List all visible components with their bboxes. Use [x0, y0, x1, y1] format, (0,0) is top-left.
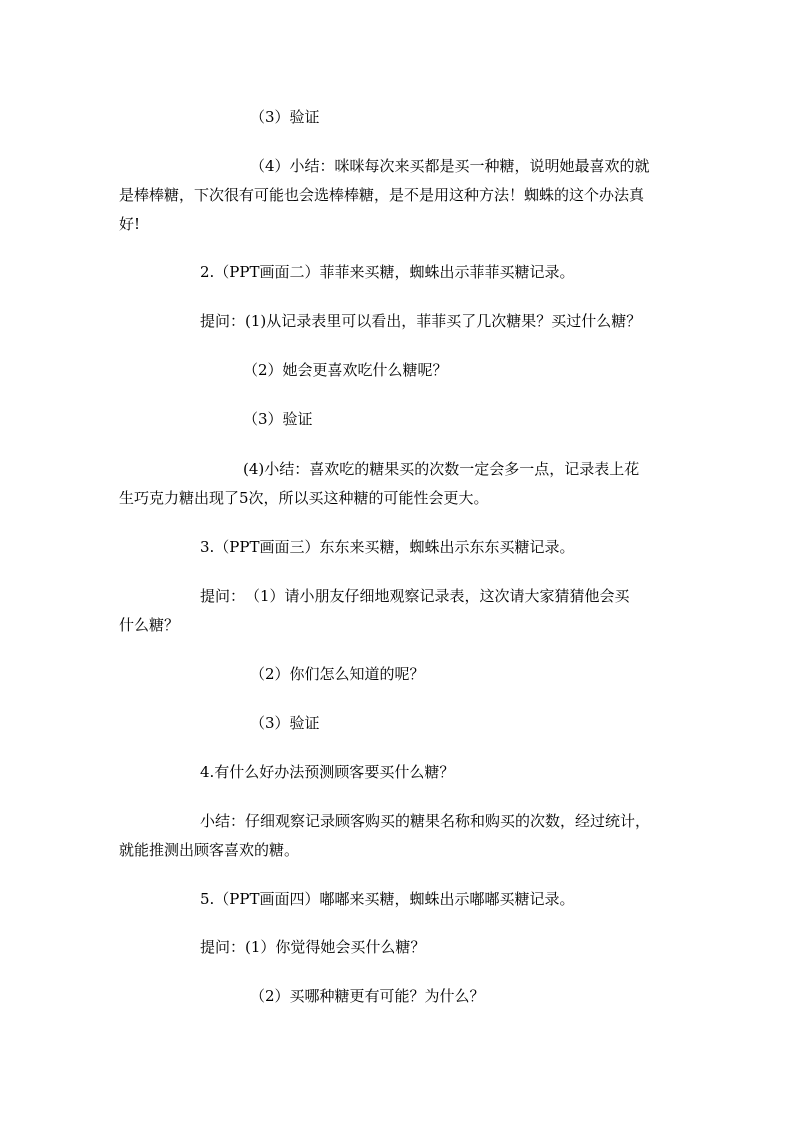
step-2-3-verify: （3）验证 [243, 410, 313, 428]
step-3-3-verify: （3）验证 [250, 714, 320, 732]
summary-1-line-1: （4）小结：咪咪每次来买都是买一种糖，说明她最喜欢的就 [250, 157, 650, 175]
question-2-2: （2）她会更喜欢吃什么糖呢？ [243, 361, 448, 379]
summary-2-line-1: (4)小结：喜欢吃的糖果买的次数一定会多一点，记录表上花 [243, 460, 640, 478]
step-3-verify: （3）验证 [250, 108, 320, 126]
question-5-2: （2）买哪种糖更有可能？为什么？ [250, 987, 485, 1005]
summary-4-line-1: 小结：仔细观察记录顾客购买的糖果名称和购买的次数，经过统计， [200, 812, 651, 830]
summary-1-line-2: 是棒棒糖，下次很有可能也会选棒棒糖，是不是用这种方法！蜘蛛的这个办法真 [119, 186, 645, 204]
question-5-1: 提问：(1）你觉得她会买什么糖？ [200, 938, 426, 956]
summary-1-line-3: 好! [119, 215, 141, 233]
section-3-heading: 3.（PPT画面三）东东来买糖，蜘蛛出示东东买糖记录。 [200, 538, 575, 556]
summary-2-line-2: 生巧克力糖出现了5次，所以买这种糖的可能性会更大。 [119, 489, 489, 507]
summary-4-line-2: 就能推测出顾客喜欢的糖。 [119, 841, 300, 859]
section-4-heading: 4.有什么好办法预测顾客要买什么糖？ [200, 763, 455, 781]
section-5-heading: 5.（PPT画面四）嘟嘟来买糖，蜘蛛出示嘟嘟买糖记录。 [200, 890, 575, 908]
question-3-1-line-2: 什么糖？ [119, 616, 180, 634]
section-2-heading: 2.（PPT画面二）菲菲来买糖，蜘蛛出示菲菲买糖记录。 [200, 263, 575, 281]
question-3-1-line-1: 提问： （1）请小朋友仔细地观察记录表，这次请大家猜猜他会买 [200, 587, 630, 605]
question-3-2: （2）你们怎么知道的呢？ [250, 665, 425, 683]
question-2-1: 提问：(1)从记录表里可以看出，菲菲买了几次糖果？买过什么糖？ [200, 312, 642, 330]
